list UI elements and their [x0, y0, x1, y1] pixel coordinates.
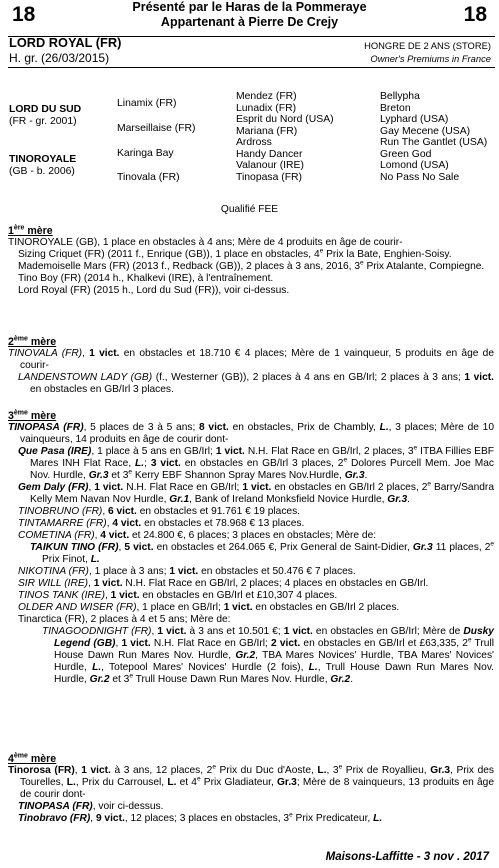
third-dam-produce-6: NIKOTINA (FR), 1 place à 3 ans; 1 vict. en obstacles et 50.476 € 7 places. [18, 566, 356, 577]
third-dam-produce-5a: TAIKUN TINO (FR), 5 vict. en obstacles et 264.065 €, Prix General de Saint-Didier, Gr.3 11 places, 2e Prix Finot, L. [30, 540, 494, 565]
section-title-3: 3ème mère [8, 409, 57, 422]
pedigree-g3-6: Handy Dancer [236, 148, 303, 160]
section-3-body [8, 422, 494, 686]
section-title-4: 4ème mère [8, 752, 57, 765]
third-dam-produce-10a: TINAGOODNIGHT (FR), 1 vict. à 3 ans et 10.501 €; 1 vict. en obstacles en GB/Irl; Mère de Dusky Legend (GB), 1 vict. N.H. Flat Race en GB/Irl; 2 vict. en obstacles en GB/Irl et £63,335, 2e Trull House Dawn Run Mares Nov. Hurdle, Gr.2, TBA Mares Novices' Hurdle, TBA Mares' Novices' Hurdle, L., Totepool Mares' Novices' Hurdle (2 fois), L., Trull House Dawn Run Mares Nov. Hurdle, Gr.2 et 3e Trull House Dawn Run Mares Nov. Hurdle, Gr.2. [42, 626, 494, 685]
granddam-record: TINOVALA (FR), 1 vict. en obstacles et 18.710 € 4 places; Mère de 1 vainqueur, 5 produits en âge de courir- [8, 348, 494, 371]
third-dam-produce-5: COMETINA (FR), 4 vict. et 24.800 €, 6 places; 3 places en obstacles; Mère de: [18, 530, 377, 541]
section-4-body [8, 765, 494, 825]
fourth-dam-produce-1: TINOPASA (FR), voir ci-dessus. [18, 801, 164, 812]
lot-number-left: 18 [12, 3, 36, 26]
pedigree-g4-6: Green God [380, 148, 432, 160]
third-dam-produce-1: Que Pasa (IRE), 1 place à 5 ans en GB/Irl; 1 vict. N.H. Flat Race en GB/Irl, 2 places, 3e ITBA Fillies EBF Mares INH Flat Race, L.; 3 vict. en obstacles en GB/Irl 3 places, 2e Dolores Purcell Mem. Joe Mac Nov. Hurdle, Gr.3 et 3e Kerry EBF Shannon Spray Mares Nov.Hurdle, Gr.3. [18, 444, 494, 481]
third-dam-produce-10: Tinarctica (FR), 2 places à 4 et 5 ans; Mère de: [18, 614, 231, 625]
pedigree-g4-7: Lomond (USA) [380, 160, 449, 171]
pedigree-g3-3: Esprit du Nord (USA) [236, 114, 334, 125]
produce-2: Mademoiselle Mars (FR) (2013 f., Redback (GB)), 2 places à 3 ans, 2016, 3e Prix Atalante, Compiegne. [18, 259, 485, 272]
pedigree-g4-4: Gay Mecene (USA) [380, 125, 471, 137]
pedigree-g3-4: Mariana (FR) [236, 125, 298, 137]
pedigree-g4-5: Run The Gantlet (USA) [380, 137, 488, 148]
qualification: Qualifié FEE [220, 204, 279, 215]
pedigree-g4-2: Breton [380, 102, 411, 114]
third-dam-produce-4: TINTAMARRE (FR), 4 vict. en obstacles et 78.968 € 13 places. [18, 518, 305, 529]
third-dam-produce-2: Gem Daly (FR), 1 vict. N.H. Flat Race en GB/Irl; 1 vict. en obstacles en GB/Irl 2 places, 2e Barry/Sandra Kelly Mem Navan Nov Hurdle, Gr.1, Bank of Ireland Monksfield Novice Hurdle, Gr.3. [18, 480, 494, 505]
pedigree-g3-2: Lunadix (FR) [236, 102, 297, 114]
dam-info: (GB - b. 2006) [9, 165, 75, 177]
lot-number-right: 18 [463, 3, 487, 26]
fourth-dam-record: Tinorosa (FR), 1 vict. à 3 ans, 12 places, 2e Prix du Duc d'Aoste, L., 3e Prix de Royallieu, Gr.3, Prix des Tourelles, L., Prix du Carrousel, L. et 4e Prix Gladiateur, Gr.3; Mère de 8 vainqueurs, 13 produits en âge de courir dont- [8, 763, 495, 800]
pedigree-g4-3: Lyphard (USA) [380, 114, 449, 125]
horse-name: LORD ROYAL (FR) [9, 35, 122, 50]
pedigree-g3-8: Tinopasa (FR) [236, 171, 303, 183]
pedigree-g2-2: Marseillaise (FR) [117, 123, 196, 134]
section-title-1: 1ère mère [8, 224, 53, 237]
produce-3: Tino Boy (FR) (2014 h., Khalkevi (IRE), à l'entraînement. [18, 273, 274, 284]
pedigree-g2-3: Karinga Bay [117, 148, 174, 159]
sire-name: LORD DU SUD [9, 104, 82, 115]
third-dam-produce-7: SIR WILL (IRE), 1 vict. N.H. Flat Race en GB/Irl, 2 places; 4 places en obstacles en GB/Irl. [18, 578, 429, 589]
owner-line: Appartenant à Pierre De Crejy [160, 15, 339, 29]
pedigree-g3-5: Ardross [236, 137, 272, 148]
pedigree-g4-1: Bellypha [380, 91, 420, 102]
pedigree-dam [9, 154, 76, 177]
horse-details: H. gr. (26/03/2015) [9, 51, 110, 65]
pedigree-g4 [380, 91, 487, 183]
pedigree-g4-8: No Pass No Sale [380, 171, 460, 183]
dam-record: TINOROYALE (GB), 1 place en obstacles à 4 ans; Mère de 4 produits en âge de courir- [8, 237, 403, 248]
third-dam-produce-3: TINOBRUNO (FR), 6 vict. en obstacles et 91.761 € 19 places. [18, 506, 301, 517]
pedigree-sire [9, 104, 81, 127]
dam-name: TINOROYALE [9, 154, 77, 165]
fourth-dam-produce-2: Tinobravo (FR), 9 vict., 12 places; 3 places en obstacles, 3e Prix Predicateur, L. [18, 811, 383, 824]
horse-category: HONGRE DE 2 ANS (STORE) [364, 40, 491, 51]
pedigree-rule [8, 67, 495, 68]
third-dam-produce-9: OLDER AND WISER (FR), 1 place en GB/Irl; 1 vict. en obstacles en GB/Irl 2 places. [18, 602, 400, 613]
section-2-body [8, 348, 494, 396]
pedigree-g3-7: Valanour (IRE) [236, 160, 304, 171]
section-title-2: 2ème mère [8, 335, 57, 348]
sire-info: (FR - gr. 2001) [9, 115, 77, 127]
third-dam-produce-8: TINOS TANK (IRE), 1 vict. en obstacles en GB/Irl et £10,307 4 places. [18, 590, 338, 601]
produce-1: Sizing Criquet (FR) (2011 f., Enrique (GB)), 1 place en obstacles, 4e Prix la Bate, Enghien-Soisy. [18, 247, 452, 260]
premiums-note: Owner's Premiums in France [370, 53, 491, 64]
pedigree-g2-1: Linamix (FR) [117, 98, 177, 109]
pedigree-g2-4: Tinovala (FR) [117, 172, 180, 183]
pedigree-g3-1: Mendez (FR) [236, 91, 297, 102]
pedigree-g3 [236, 91, 334, 183]
section-1-body [8, 237, 494, 297]
third-dam-record: TINOPASA (FR), 5 places de 3 à 5 ans; 8 vict. en obstacles, Prix de Chambly, L., 3 places; Mère de 10 vainqueurs, 14 produits en âge de courir dont- [8, 422, 494, 445]
footer-sale-info: Maisons-Laffitte - 3 nov . 2017 [325, 851, 489, 863]
granddam-produce-1: LANDENSTOWN LADY (GB) (f., Westerner (GB)), 2 places à 4 ans en GB/Irl; 2 places à 3 ans; 1 vict. en obstacles en GB/Irl 3 places. [18, 372, 494, 395]
produce-4: Lord Royal (FR) (2015 h., Lord du Sud (FR)), voir ci-dessus. [18, 285, 290, 296]
consignor-line: Présenté par le Haras de la Pommeraye [132, 0, 367, 14]
